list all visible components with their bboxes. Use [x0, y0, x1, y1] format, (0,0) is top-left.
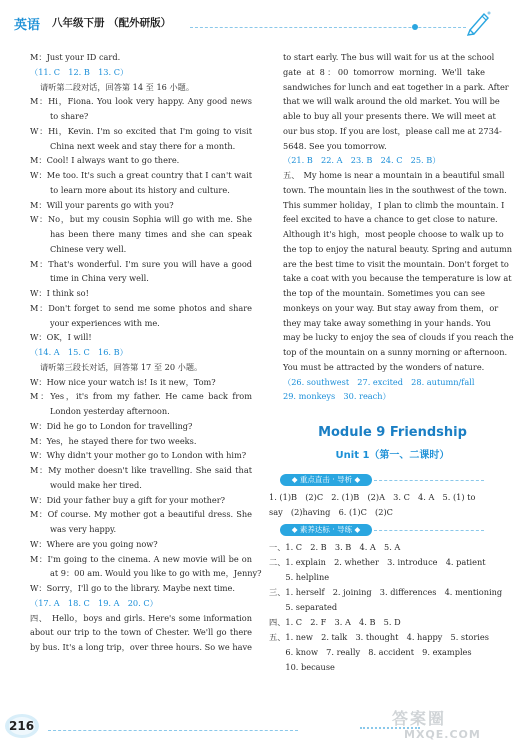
text-line: at 9：00 am. Would you like to go with me，Jenny? [50, 568, 262, 579]
text-line: M：Don't forget to send me some photos and share [30, 302, 252, 313]
text-line: M：My mother doesn't like travelling. She said that [30, 465, 252, 475]
text-line: W：Hi，Kevin. I'm so excited that I'm going to visit [30, 125, 252, 136]
text-line: （11. C 12. B 13. C） [30, 66, 129, 77]
text-line: was very happy. [50, 524, 117, 534]
practice-banner: ◆ 素养达标 · 导练 ◆ [280, 524, 372, 536]
text-line: able to buy all your presents there. We will meet at [283, 111, 496, 121]
text-line: monkeys on your way. But stay away from them，or [283, 302, 499, 313]
answer-line: 5. helpline [269, 572, 330, 582]
module-title: Module 9 Friendship [318, 425, 467, 440]
text-line: W：Why didn't your mother go to London with him? [30, 450, 247, 461]
watermark-text: 答案圈 [392, 709, 447, 728]
text-line: would make her tired. [50, 479, 142, 490]
text-line: to learn more about its history and culture. [50, 184, 230, 195]
text-line: M：Cool! I always want to go there. [30, 155, 180, 166]
banner-divider [374, 480, 484, 481]
pencil-icon [464, 8, 492, 36]
unit-title: Unit 1（第一、二课时） [335, 450, 450, 461]
text-line: about our trip to the town of Chester. We'll go there [30, 627, 252, 638]
text-line: 请听第二段对话，回答第 14 至 16 小题。 [40, 81, 195, 92]
text-line: take a coat with you because the temperature is low at [283, 273, 512, 284]
text-line: W：Sorry，I'll go to the library. Maybe next time. [30, 583, 235, 593]
page-number: 216 [9, 719, 35, 733]
exercises-practice [269, 540, 503, 675]
text-line: W：No，but my cousin Sophia will go with me. She [30, 214, 252, 225]
text-line: top of the mountain on a sunny morning or afternoon. [283, 347, 508, 357]
text-line: town. The mountain lies in the southwest of the town. [283, 184, 507, 195]
text-line: You must be attracted by the wonders of nature. [283, 361, 485, 372]
text-line: M：Will your parents go with you? [30, 199, 174, 210]
footer-divider [48, 730, 298, 731]
text-line: the top of the mountain. Sometimes you can see [283, 288, 485, 298]
text-line: W：Where are you going now? [30, 538, 158, 549]
left-column [30, 50, 262, 655]
text-line: our bus stop. If you are lost，please call me at 2734- [283, 125, 502, 136]
text-line: （21. B 22. A 23. B 24. C 25. B） [283, 155, 441, 166]
watermark-logo [388, 706, 496, 746]
text-line: W：How nice your watch is! Is it new，Tom? [30, 376, 216, 387]
text-line: M：I'm going to the cinema. A new movie will be on [30, 553, 252, 564]
text-line: 四、 Hello，boys and girls. Here's some information [30, 612, 252, 623]
exercises-key-points [269, 490, 487, 520]
text-line: （26. southwest 27. excited 28. autumn/fall [283, 376, 475, 387]
text-line: China next week and stay there for a month. [50, 140, 236, 151]
text-line: W：Me too. It's such a great country that I can't wait [30, 170, 252, 180]
answer-line: say (2)having 6. (1)C (2)C [269, 507, 393, 517]
answer-line: 五、1. new 2. talk 3. thought 4. happy 5. stories [269, 632, 489, 642]
answer-line: 6. know 7. really 8. accident 9. examples [269, 647, 472, 657]
text-line: 29. monkeys 30. reach） [283, 391, 391, 402]
text-line: W：Did your father buy a gift for your mother? [30, 494, 226, 505]
answer-line: 三、1. herself 2. joining 3. differences 4. mentioning [269, 587, 503, 597]
grade-label: 八年级下册 （配外研版） [52, 17, 172, 29]
answer-line: 10. because [269, 662, 335, 672]
text-line: time in China very well. [50, 273, 149, 284]
banner-divider [374, 530, 484, 531]
text-line: 5648. See you tomorrow. [283, 140, 387, 151]
text-line: （14. A 15. C 16. B） [30, 347, 128, 357]
text-line: to start early. The bus will wait for us at the school [283, 52, 495, 62]
text-line: sandwiches for lunch and eat together in a park. After [283, 81, 509, 92]
text-line: Although it's high，most people choose to walk up to [283, 229, 504, 239]
answer-line: 一、1. C 2. B 3. B 4. A 5. A [269, 542, 401, 552]
subject-label: 英语 [14, 18, 41, 33]
watermark-url: MXQE.COM [404, 728, 481, 741]
answer-line: 5. separated [269, 602, 338, 612]
text-line: M：That's wonderful. I'm sure you will have a good [30, 258, 252, 269]
answer-line: 1. (1)B (2)C 2. (1)B (2)A 3. C 4. A 5. (1) to [269, 492, 476, 502]
key-points-banner: ◆ 重点直击 · 导析 ◆ [280, 474, 372, 486]
text-line: gate at 8：00 tomorrow morning. We'll take [283, 66, 485, 77]
text-line: Chinese very well. [50, 243, 127, 254]
text-line: 五、 My home is near a mountain in a beautiful small [283, 170, 505, 180]
text-line: the top to enjoy the natural beauty. Spring and autumn [283, 243, 512, 254]
text-line: W：Did he go to London for travelling? [30, 420, 193, 431]
text-line: to share? [50, 111, 89, 121]
text-line: feel excited to have a chance to get close to nature. [283, 214, 498, 225]
text-line: （17. A 18. C 19. A 20. C） [30, 597, 158, 608]
answer-line: 四、1. C 2. F 3. A 4. B 5. D [269, 617, 401, 627]
text-line: M：Just your ID card. [30, 52, 121, 62]
text-line: are the best time to visit the mountain. Don't forget to [283, 258, 509, 269]
text-line: has been there many times and she can speak [50, 229, 252, 239]
text-line: W：I think so! [30, 288, 89, 298]
text-line: This summer holiday，I plan to climb the mountain. I [283, 199, 505, 210]
page-header [0, 0, 500, 40]
text-line: that we will walk around the old market. You will be [283, 96, 500, 107]
text-line: M：Yes，it's from my father. He came back from [30, 391, 252, 402]
text-line: London yesterday afternoon. [50, 406, 170, 416]
text-line: W：OK，I will! [30, 332, 92, 343]
answer-line: 二、1. explain 2. whether 3. introduce 4. patient [269, 557, 486, 567]
text-line: M：Of course. My mother got a beautiful dress. She [30, 509, 252, 520]
header-divider [190, 27, 466, 28]
text-line: may be lucky to enjoy the sea of clouds if you reach the [283, 332, 514, 343]
text-line: your experiences with me. [50, 317, 160, 328]
text-line: by bus. It's a long trip，over three hours. So we have [30, 642, 252, 652]
text-line: M：Yes，he stayed there for two weeks. [30, 435, 197, 446]
header-dot [412, 24, 418, 30]
right-column [283, 50, 514, 404]
text-line: M：Hi，Fiona. You look very happy. Any good news [30, 96, 252, 107]
text-line: 请听第三段长对话，回答第 17 至 20 小题。 [40, 361, 203, 372]
text-line: they may take away something in your hands. You [283, 317, 491, 328]
